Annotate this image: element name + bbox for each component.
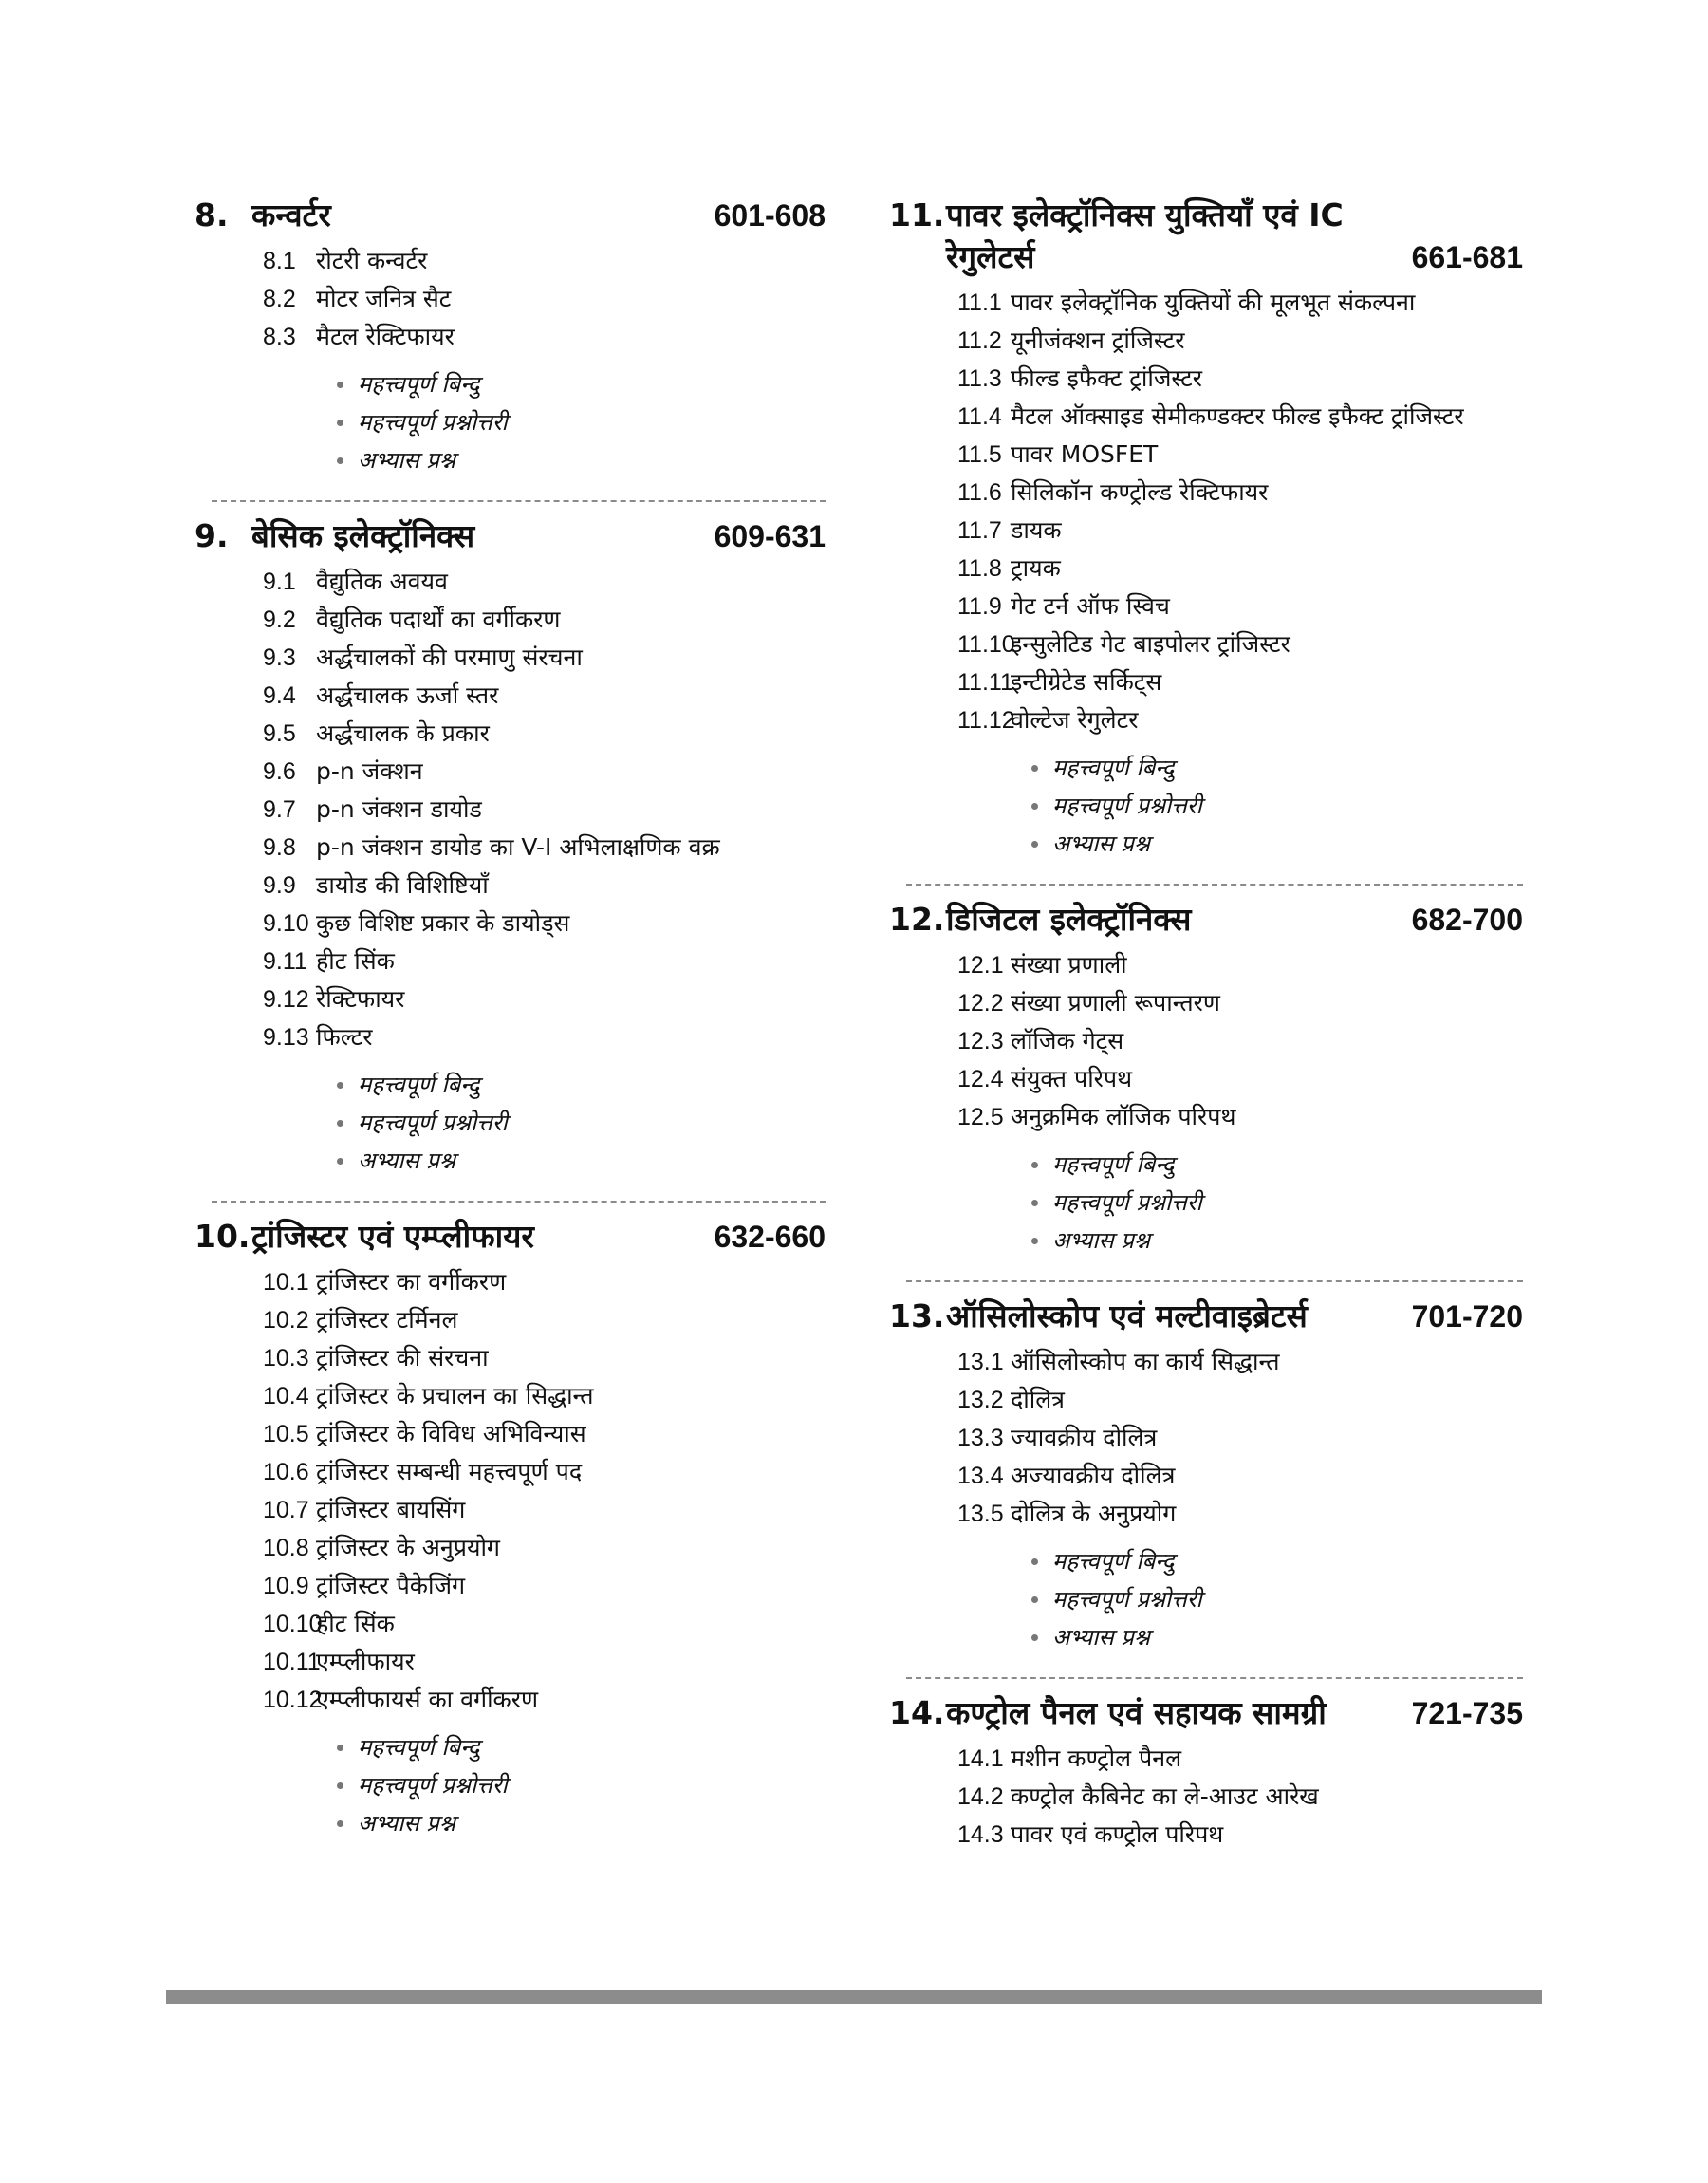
chapter-section [889,195,1523,886]
chapter-section [889,899,1523,1282]
topic-title: अनुक्रमिक लॉजिक परिपथ [1011,1103,1236,1130]
topic-number: 14.3 [957,1821,1004,1848]
topic-title: मोटर जनित्र सैट [316,285,452,312]
topic-title: एम्प्लीफायर्स का वर्गीकरण [316,1686,539,1713]
review-item [195,1066,826,1104]
topic-number: 11.10 [957,631,1015,658]
topic-title: पावर एवं कण्ट्रोल परिपथ [1011,1820,1224,1848]
topic-item [195,753,826,791]
review-label: महत्त्वपूर्ण प्रश्नोत्तरी [1052,1586,1202,1613]
topic-number: 10.7 [263,1497,309,1523]
topic-list [889,284,1523,739]
topic-title: ऑसिलोस्कोप का कार्य सिद्धान्त [1011,1348,1280,1375]
topic-number: 10.2 [263,1307,309,1334]
topic-title: मशीन कण्ट्रोल पैनल [1011,1745,1182,1772]
topic-item [195,980,826,1018]
topic-title: ट्रांजिस्टर के प्रचालन का सिद्धान्त [316,1382,594,1409]
chapter-heading [195,1216,826,1258]
topic-number: 14.2 [957,1783,1004,1810]
topic-item [889,1740,1523,1778]
topic-number: 8.1 [263,248,296,274]
topic-item [889,625,1523,663]
topic-title: ज्यावक्रीय दोलित्र [1011,1424,1158,1451]
topic-number: 11.9 [957,593,1002,620]
topic-item [195,1453,826,1491]
bullet-icon [337,1745,343,1751]
topic-item [195,867,826,905]
chapter-title: ऑसिलोस्कोप एवं मल्टीवाइब्रेटर्स [946,1297,1308,1334]
topic-number: 11.8 [957,555,1002,582]
topic-item [195,1263,826,1301]
topic-item [195,1643,826,1681]
topic-title: हीट सिंक [316,1610,395,1637]
topic-title: ट्रांजिस्टर टर्मिनल [316,1306,458,1334]
topic-number: 11.4 [957,403,1002,430]
review-label: महत्त्वपूर्ण प्रश्नोत्तरी [358,1772,508,1799]
topic-item [889,1381,1523,1419]
review-item [195,365,826,403]
review-label: अभ्यास प्रश्न [1052,830,1150,857]
topic-number: 12.5 [957,1104,1004,1130]
topic-number: 11.6 [957,479,1002,506]
topic-item [195,1567,826,1605]
review-label: महत्त्वपूर्ण बिन्दु [1052,755,1175,781]
topic-number: 12.2 [957,990,1004,1017]
topic-item [889,1060,1523,1098]
topic-item [195,1377,826,1415]
review-label: अभ्यास प्रश्न [1052,1227,1150,1254]
chapter-number: 12. [889,901,945,938]
topic-number: 10.12 [263,1687,323,1713]
chapter-heading [889,195,1523,278]
chapter-number: 9. [195,517,229,554]
topic-title: p-n जंक्शन डायोड का V-I अभिलाक्षणिक वक्र [316,833,720,861]
topic-item [195,829,826,867]
topic-title: एम्प्लीफायर [316,1648,415,1675]
topic-number: 9.12 [263,986,309,1013]
topic-title: डायक [1011,516,1062,544]
topic-list [195,1263,826,1719]
topic-number: 10.8 [263,1535,309,1561]
review-item [889,787,1523,825]
bullet-icon [337,457,343,464]
chapter-page-range: 601-608 [714,198,826,233]
topic-item [889,946,1523,984]
topic-item [889,474,1523,512]
topic-list [889,946,1523,1136]
review-item [889,1184,1523,1222]
review-label: अभ्यास प्रश्न [1052,1624,1150,1651]
review-item [889,1146,1523,1184]
review-label: महत्त्वपूर्ण बिन्दु [1052,1548,1175,1575]
topic-title: रोटरी कन्वर्टर [316,247,428,274]
review-item [195,1728,826,1766]
topic-item [195,715,826,753]
topic-title: वोल्टेज रेगुलेटर [1011,706,1139,734]
bullet-icon [1031,1238,1038,1244]
topic-number: 12.1 [957,952,1004,979]
bullet-icon [1031,1162,1038,1168]
topic-item [889,984,1523,1022]
topic-title: कण्ट्रोल कैबिनेट का ले-आउट आरेख [1011,1782,1319,1810]
review-item [195,1142,826,1180]
topic-title: रेक्टिफायर [316,985,405,1013]
review-label: महत्त्वपूर्ण प्रश्नोत्तरी [1052,1189,1202,1216]
review-item [195,1104,826,1142]
chapter-heading [195,515,826,557]
topic-number: 14.1 [957,1745,1004,1772]
review-item [195,1804,826,1842]
topic-title: ट्रायक [1011,554,1061,582]
bullet-icon [1031,1596,1038,1603]
review-item [889,1542,1523,1580]
chapter-section [195,1216,826,1865]
chapter-section [889,1296,1523,1679]
topic-number: 12.3 [957,1028,1004,1054]
topic-number: 13.1 [957,1349,1004,1375]
topic-title: संख्या प्रणाली रूपान्तरण [1011,989,1220,1017]
topic-number: 11.1 [957,289,1002,316]
topic-number: 11.12 [957,707,1015,734]
topic-title: अर्द्धचालकों की परमाणु संरचना [316,644,583,671]
topic-number: 9.2 [263,606,296,633]
review-label: महत्त्वपूर्ण प्रश्नोत्तरी [358,1110,508,1136]
topic-title: कुछ विशिष्ट प्रकार के डायोड्स [316,909,570,937]
review-item [889,1580,1523,1618]
bullet-icon [337,420,343,426]
topic-number: 11.2 [957,327,1002,354]
topic-number: 13.2 [957,1387,1004,1413]
topic-item [195,1339,826,1377]
topic-number: 9.7 [263,796,296,823]
bullet-icon [1031,803,1038,810]
topic-title: संयुक्त परिपथ [1011,1065,1133,1092]
chapter-number: 10. [195,1218,251,1255]
chapter-title: कन्वर्टर [251,196,331,233]
topic-item [195,639,826,677]
chapter-section [195,515,826,1203]
chapter-heading [889,1296,1523,1337]
topic-number: 9.3 [263,644,296,671]
contents-column-right [889,195,1523,1876]
chapter-title: कण्ट्रोल पैनल एवं सहायक सामग्री [946,1694,1327,1731]
chapter-page-range: 609-631 [714,519,826,553]
topic-item [889,1495,1523,1533]
topic-number: 10.3 [263,1345,309,1371]
review-item [889,1222,1523,1259]
topic-number: 10.10 [263,1611,323,1637]
chapter-title: डिजिटल इलेक्ट्रॉनिक्स [946,901,1192,938]
topic-title: फिल्टर [316,1023,373,1051]
topic-item [195,242,826,280]
topic-list [889,1740,1523,1854]
topic-title: ट्रांजिस्टर सम्बन्धी महत्त्वपूर्ण पद [316,1458,583,1485]
chapter-page-range: 721-735 [1411,1696,1523,1730]
bullet-icon [337,1082,343,1089]
topic-title: ट्रांजिस्टर का वर्गीकरण [316,1268,507,1296]
topic-title: हीट सिंक [316,947,395,975]
topic-item [889,1419,1523,1457]
chapter-heading [195,195,826,236]
review-list [195,1066,826,1180]
topic-list [195,563,826,1056]
topic-item [889,360,1523,398]
topic-list [889,1343,1523,1533]
topic-title: इन्सुलेटिड गेट बाइपोलर ट्रांजिस्टर [1011,630,1290,658]
review-item [889,1618,1523,1656]
bullet-icon [1031,1200,1038,1206]
topic-title: ट्रांजिस्टर की संरचना [316,1344,489,1371]
topic-title: वैद्युतिक अवयव [316,568,448,595]
bullet-icon [337,1158,343,1165]
topic-number: 9.1 [263,569,296,595]
topic-title: मैटल रेक्टिफायर [316,323,455,350]
topic-item [889,588,1523,625]
topic-number: 9.5 [263,720,296,747]
topic-title: ट्रांजिस्टर बायसिंग [316,1496,466,1523]
topic-title: यूनीजंक्शन ट्रांजिस्टर [1011,327,1185,354]
topic-number: 10.11 [263,1649,321,1675]
topic-item [195,563,826,601]
chapter-title: ट्रांजिस्टर एवं एम्प्लीफायर [251,1218,534,1255]
review-label: अभ्यास प्रश्न [358,1810,455,1837]
review-list [195,365,826,479]
topic-item [195,791,826,829]
chapter-title: पावर इलेक्ट्रॉनिक्स युक्तियाँ एवं IC रेगुलेटर्स [946,196,1344,275]
bullet-icon [1031,841,1038,848]
topic-item [195,318,826,356]
topic-item [889,1343,1523,1381]
topic-item [889,1778,1523,1816]
topic-number: 8.2 [263,286,296,312]
topic-item [195,280,826,318]
topic-number: 9.11 [263,948,307,975]
review-item [195,441,826,479]
bullet-icon [1031,1558,1038,1565]
bullet-icon [1031,765,1038,772]
topic-list [195,242,826,356]
topic-item [195,1415,826,1453]
review-label: महत्त्वपूर्ण बिन्दु [358,1072,480,1098]
topic-item [195,1018,826,1056]
chapter-page-range: 661-681 [1411,240,1523,274]
review-list [889,749,1523,863]
topic-item [889,1022,1523,1060]
chapter-page-range: 682-700 [1411,903,1523,937]
chapter-heading [889,899,1523,941]
topic-item [889,663,1523,701]
topic-item [889,1098,1523,1136]
topic-title: पावर MOSFET [1011,440,1159,468]
topic-title: दोलित्र [1011,1386,1065,1413]
topic-item [889,284,1523,322]
chapter-number: 11. [889,196,945,233]
review-item [195,1766,826,1804]
review-label: महत्त्वपूर्ण प्रश्नोत्तरी [358,409,508,436]
topic-number: 10.5 [263,1421,309,1447]
bullet-icon [337,1782,343,1789]
chapter-page-range: 632-660 [714,1220,826,1254]
topic-title: पावर इलेक्ट्रॉनिक युक्तियों की मूलभूत संकल्पना [1011,289,1416,316]
review-label: महत्त्वपूर्ण बिन्दु [1052,1151,1175,1178]
topic-item [195,1529,826,1567]
topic-number: 13.5 [957,1501,1004,1527]
chapter-heading [889,1692,1523,1734]
topic-title: सिलिकॉन कण्ट्रोल्ड रेक्टिफायर [1011,478,1269,506]
chapter-page-range: 701-720 [1411,1299,1523,1334]
topic-number: 11.3 [957,365,1002,392]
chapter-number: 13. [889,1297,945,1334]
topic-title: वैद्युतिक पदार्थों का वर्गीकरण [316,606,561,633]
chapter-section [195,195,826,502]
review-label: महत्त्वपूर्ण प्रश्नोत्तरी [1052,793,1202,819]
topic-number: 11.5 [957,441,1002,468]
topic-number: 10.6 [263,1459,309,1485]
topic-number: 10.4 [263,1383,309,1409]
bullet-icon [337,382,343,388]
topic-title: p-n जंक्शन [316,757,423,785]
topic-item [889,512,1523,550]
review-label: अभ्यास प्रश्न [358,447,455,474]
topic-title: लॉजिक गेट्स [1011,1027,1124,1054]
topic-title: इन्टीग्रेटेड सर्किट्स [1011,668,1162,696]
review-label: महत्त्वपूर्ण बिन्दु [358,1734,480,1761]
topic-title: ट्रांजिस्टर के विविध अभिविन्यास [316,1420,586,1447]
review-list [195,1728,826,1842]
topic-number: 9.8 [263,834,296,861]
topic-item [195,905,826,942]
chapter-number: 8. [195,196,229,233]
topic-item [195,1301,826,1339]
topic-title: अज्यावक्रीय दोलित्र [1011,1462,1176,1489]
topic-number: 9.4 [263,682,296,709]
topic-number: 8.3 [263,324,296,350]
topic-item [195,1491,826,1529]
topic-title: डायोड की विशिष्टियाँ [316,871,489,899]
topic-title: अर्द्धचालक के प्रकार [316,719,490,747]
topic-number: 13.4 [957,1463,1004,1489]
topic-item [889,1816,1523,1854]
topic-number: 10.1 [263,1269,309,1296]
topic-number: 9.6 [263,758,296,785]
topic-item [889,436,1523,474]
topic-item [195,1605,826,1643]
review-item [889,825,1523,863]
topic-number: 12.4 [957,1066,1004,1092]
topic-item [195,677,826,715]
topic-number: 13.3 [957,1425,1004,1451]
topic-item [889,1457,1523,1495]
topic-number: 9.13 [263,1024,309,1051]
chapter-title: बेसिक इलेक्ट्रॉनिक्स [251,517,475,554]
topic-title: गेट टर्न ऑफ स्विच [1011,592,1170,620]
chapter-section [889,1692,1523,1876]
topic-number: 10.9 [263,1573,309,1599]
bullet-icon [337,1120,343,1127]
footer-bar [166,1990,1542,2004]
topic-title: फील्ड इफैक्ट ट्रांजिस्टर [1011,364,1202,392]
chapter-number: 14. [889,1694,945,1731]
review-label: महत्त्वपूर्ण बिन्दु [358,371,480,398]
topic-title: p-n जंक्शन डायोड [316,795,482,823]
topic-number: 9.10 [263,910,309,937]
topic-number: 11.7 [957,517,1002,544]
topic-number: 9.9 [263,872,296,899]
topic-item [195,942,826,980]
topic-item [889,322,1523,360]
topic-item [195,601,826,639]
review-item [195,403,826,441]
contents-column-left [195,195,826,1865]
topic-title: ट्रांजिस्टर के अनुप्रयोग [316,1534,500,1561]
review-label: अभ्यास प्रश्न [358,1147,455,1174]
topic-item [889,398,1523,436]
topic-title: मैटल ऑक्साइड सेमीकण्डक्टर फील्ड इफैक्ट ट्रांजिस्टर [1011,402,1464,430]
topic-item [889,701,1523,739]
topic-title: ट्रांजिस्टर पैकेजिंग [316,1572,466,1599]
bullet-icon [337,1820,343,1827]
topic-title: दोलित्र के अनुप्रयोग [1011,1500,1177,1527]
topic-title: संख्या प्रणाली [1011,951,1127,979]
topic-item [195,1681,826,1719]
review-item [889,749,1523,787]
review-list [889,1146,1523,1259]
topic-item [889,550,1523,588]
topic-number: 11.11 [957,669,1013,696]
review-list [889,1542,1523,1656]
topic-title: अर्द्धचालक ऊर्जा स्तर [316,681,499,709]
bullet-icon [1031,1634,1038,1641]
